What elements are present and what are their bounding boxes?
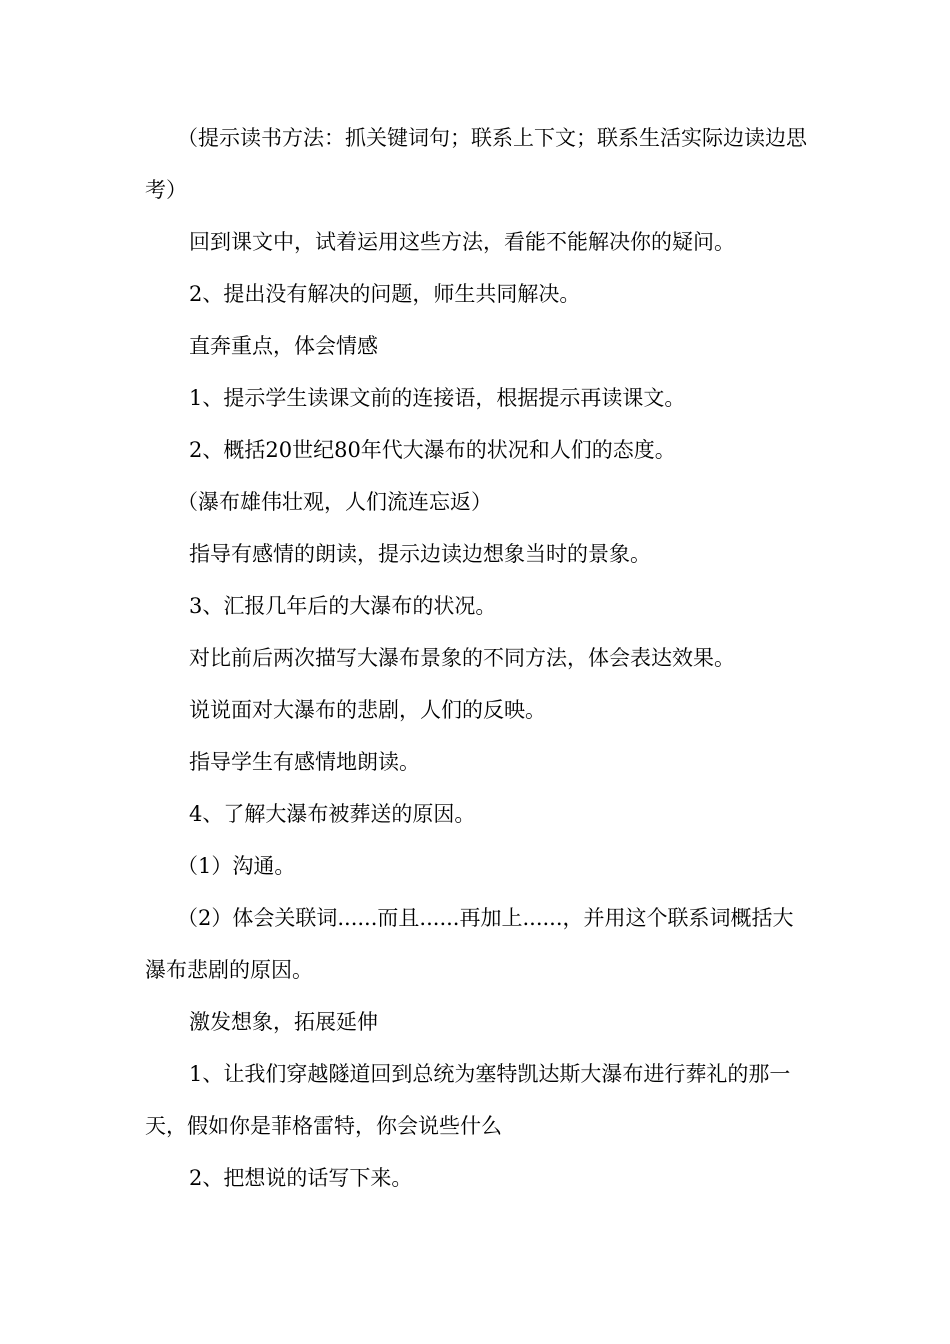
paragraph-step-3-report: 3、汇报几年后的大瀑布的状况。 [189,594,497,618]
paragraph-reading-methods: （提示读书方法：抓关键词句；联系上下文；联系生活实际边读边思考） [145,126,807,202]
paragraph-waterfall-note: （瀑布雄伟壮观，人们流连忘返） [177,490,492,514]
paragraph-step-2-summarize: 2、概括20世纪80年代大瀑布的状况和人们的态度。 [189,438,676,462]
section-heading-imagination: 激发想象，拓展延伸 [189,1010,378,1034]
paragraph-sub-1-communicate: （1）沟通。 [177,854,296,878]
paragraph-step-2-questions: 2、提出没有解决的问题，师生共同解决。 [189,282,581,306]
paragraph-emotional-reading: 指导学生有感情地朗读。 [189,750,420,774]
paragraph-tragedy-reaction: 说说面对大瀑布的悲剧，人们的反映。 [189,698,546,722]
paragraph-step-4-causes: 4、了解大瀑布被葬送的原因。 [189,802,476,826]
paragraph-step-2-write: 2、把想说的话写下来。 [189,1166,413,1190]
paragraph-guided-reading: 指导有感情的朗读，提示边读边想象当时的景象。 [189,542,651,566]
paragraph-step-1-funeral: 1、让我们穿越隧道回到总统为塞特凯达斯大瀑布进行葬礼的那一天，假如你是菲格雷特，你会说些什么 [145,1062,791,1138]
paragraph-return-to-text: 回到课文中，试着运用这些方法，看能不能解决你的疑问。 [189,230,735,254]
section-heading-focus: 直奔重点，体会情感 [189,334,378,358]
paragraph-sub-2-conjunctions: （2）体会关联词......而且......再加上......，并用这个联系词概括大瀑布悲剧的原因。 [145,906,794,982]
paragraph-step-1-connecting: 1、提示学生读课文前的连接语，根据提示再读课文。 [189,386,686,410]
paragraph-compare-methods: 对比前后两次描写大瀑布景象的不同方法，体会表达效果。 [189,646,735,670]
